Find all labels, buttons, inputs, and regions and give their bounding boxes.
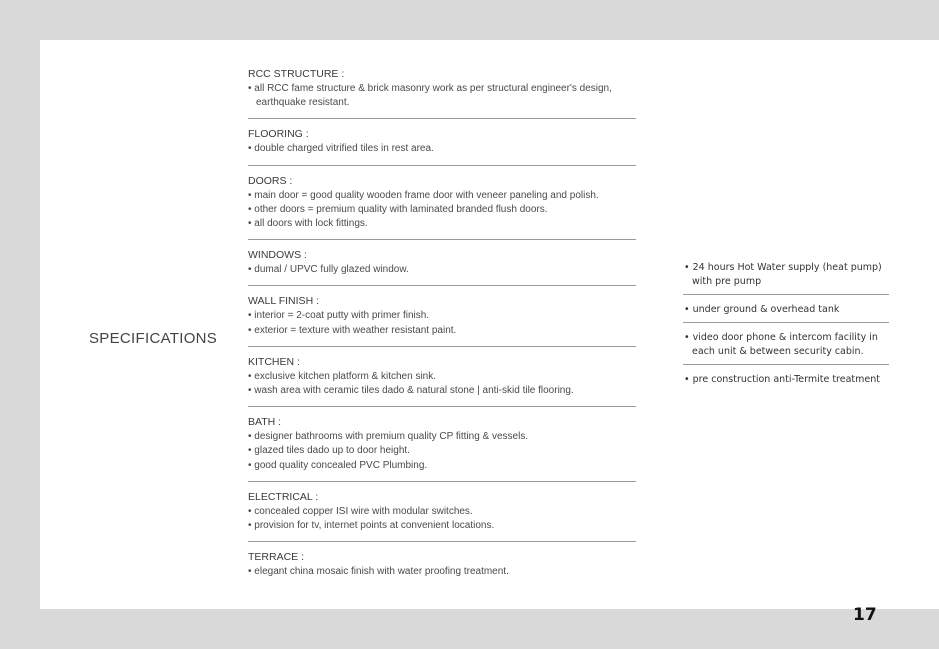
list-item: • glazed tiles dado up to door height. <box>248 444 636 458</box>
section-doors <box>248 174 636 241</box>
list-item: • elegant china mosaic finish with water proofing treatment. <box>248 565 636 579</box>
list-item: • double charged vitrified tiles in rest area. <box>248 142 636 156</box>
section-title: TERRACE : <box>248 551 305 564</box>
list-item: • designer bathrooms with premium quality CP fitting & vessels. <box>248 430 636 444</box>
extra-item-tank: • under ground & overhead tank <box>683 301 889 323</box>
extra-item-anti-termite: • pre construction anti-Termite treatment <box>683 371 889 392</box>
section-flooring <box>248 127 636 165</box>
list-item: • all RCC fame structure & brick masonry work as per structural engineer's design, earthquake resistant. <box>248 82 636 110</box>
list-item: • exclusive kitchen platform & kitchen sink. <box>248 370 636 384</box>
list-item: • all doors with lock fittings. <box>248 217 636 231</box>
section-title: DOORS : <box>248 174 293 187</box>
extra-features-list <box>683 259 889 398</box>
section-wall-finish <box>248 294 636 346</box>
section-terrace <box>248 550 636 587</box>
list-item: • main door = good quality wooden frame door with veneer paneling and polish. <box>248 189 636 203</box>
list-item: • interior = 2-coat putty with primer finish. <box>248 309 636 323</box>
section-title: RCC STRUCTURE : <box>248 68 345 80</box>
list-item: • dumal / UPVC fully glazed window. <box>248 263 636 277</box>
list-item: • other doors = premium quality with laminated branded flush doors. <box>248 203 636 217</box>
list-item: • exterior = texture with weather resistant paint. <box>248 324 636 338</box>
section-rcc-structure <box>248 67 636 119</box>
extra-item-door-phone: • video door phone & intercom facility in each unit & between security cabin. <box>683 329 889 365</box>
section-title: WALL FINISH : <box>248 295 319 308</box>
list-item: • concealed copper ISI wire with modular switches. <box>248 505 636 519</box>
section-title: BATH : <box>248 416 282 429</box>
section-electrical <box>248 490 636 542</box>
section-title: KITCHEN : <box>248 355 300 368</box>
section-title: WINDOWS : <box>248 249 307 262</box>
side-title: SPECIFICATIONS <box>89 330 218 347</box>
specifications-list <box>248 67 636 595</box>
section-bath <box>248 415 636 482</box>
section-title: ELECTRICAL : <box>248 490 319 503</box>
extra-item-hot-water: • 24 hours Hot Water supply (heat pump) with pre pump <box>683 259 889 295</box>
section-title: FLOORING : <box>248 128 309 141</box>
list-item: • wash area with ceramic tiles dado & natural stone | anti-skid tile flooring. <box>248 384 636 398</box>
list-item: • good quality concealed PVC Plumbing. <box>248 459 636 473</box>
page-number: 17 <box>853 605 877 625</box>
section-kitchen <box>248 355 636 407</box>
section-windows <box>248 248 636 286</box>
page <box>40 40 939 609</box>
list-item: • provision for tv, internet points at convenient locations. <box>248 519 636 533</box>
